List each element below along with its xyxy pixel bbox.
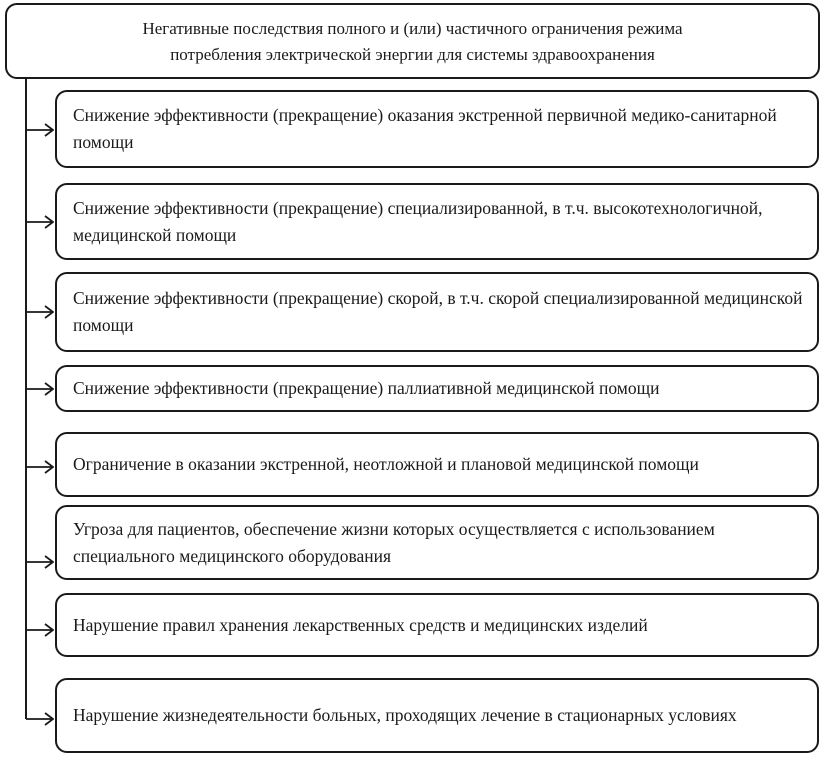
consequence-node-6 xyxy=(55,505,819,580)
consequence-node-1 xyxy=(55,90,819,168)
root-node-line1: Негативные последствия полного и (или) частичного ограничения режима xyxy=(142,19,683,38)
arrow-right-icon xyxy=(26,460,54,474)
consequence-node-3 xyxy=(55,272,819,352)
consequence-node-4 xyxy=(55,365,819,412)
arrow-right-icon xyxy=(26,305,54,319)
consequence-label: Снижение эффективности (прекращение) специализированной, в т.ч. высокотехнологичной, медицинской помощи xyxy=(73,197,763,245)
arrow-right-icon xyxy=(26,712,54,726)
consequence-node-5 xyxy=(55,432,819,497)
arrow-right-icon xyxy=(26,555,54,569)
consequence-label: Угроза для пациентов, обеспечение жизни которых осуществляется с использованием специального медицинского оборудования xyxy=(73,518,715,566)
consequence-label: Нарушение правил хранения лекарственных средств и медицинских изделий xyxy=(73,614,648,635)
arrow-right-icon xyxy=(26,215,54,229)
consequence-label: Снижение эффективности (прекращение) скорой, в т.ч. скорой специализированной медицинской помощи xyxy=(73,288,803,335)
consequence-label: Снижение эффективности (прекращение) паллиативной медицинской помощи xyxy=(73,378,660,398)
consequence-node-8 xyxy=(55,678,819,753)
arrow-right-icon xyxy=(26,623,54,637)
arrow-right-icon xyxy=(26,382,54,396)
consequence-label: Ограничение в оказании экстренной, неотложной и плановой медицинской помощи xyxy=(73,454,699,474)
root-node-line2: потребления электрической энергии для системы здравоохранения xyxy=(170,45,655,64)
consequence-label: Нарушение жизнедеятельности больных, проходящих лечение в стационарных условиях xyxy=(73,705,737,725)
root-node xyxy=(5,3,820,79)
consequence-label: Снижение эффективности (прекращение) оказания экстренной первичной медико-санитарной помощи xyxy=(73,105,777,152)
consequence-node-7 xyxy=(55,593,819,657)
consequence-node-2 xyxy=(55,183,819,260)
arrow-right-icon xyxy=(26,123,54,137)
